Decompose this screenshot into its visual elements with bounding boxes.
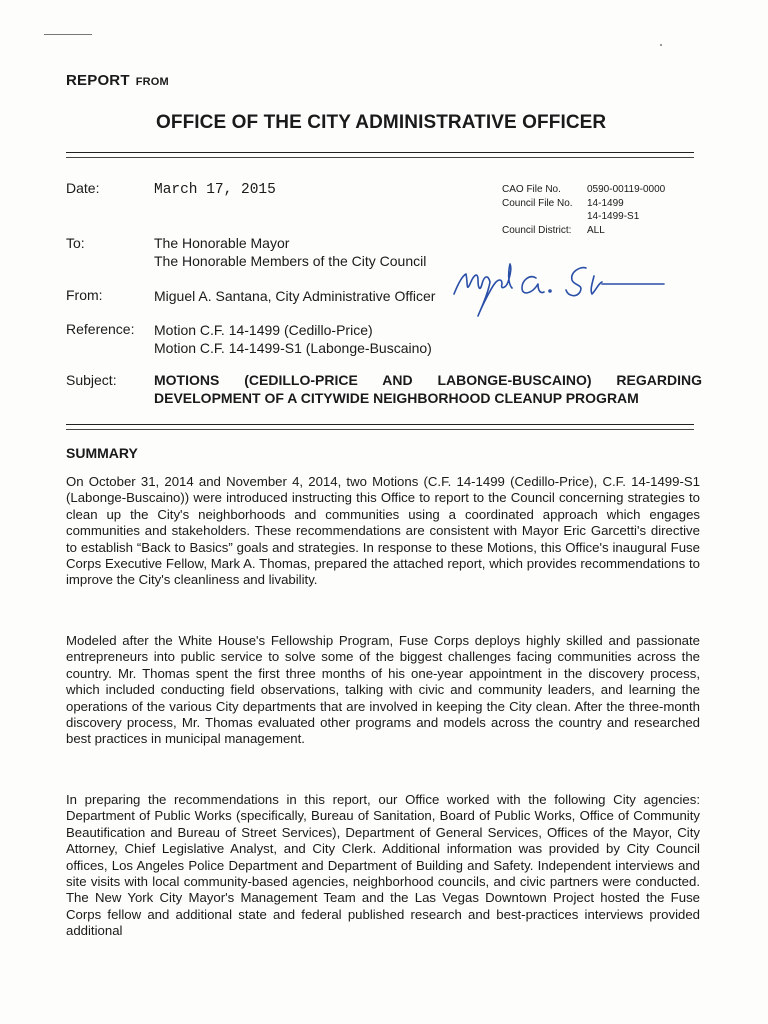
reference-line-1: Motion C.F. 14-1499 (Cedillo-Price) xyxy=(154,322,373,338)
date-label: Date: xyxy=(66,180,100,196)
file-info-block xyxy=(502,183,665,237)
to-line-2: The Honorable Members of the City Council xyxy=(154,253,427,269)
subject-rule-bottom xyxy=(66,429,694,430)
council-district-label: Council District: xyxy=(502,224,572,236)
subject-label: Subject: xyxy=(66,372,117,388)
reference-label: Reference: xyxy=(66,321,135,337)
to-line-1: The Honorable Mayor xyxy=(154,235,290,251)
from-label: FROM xyxy=(135,76,169,88)
report-label: REPORT xyxy=(66,72,130,89)
signature-image xyxy=(452,254,672,324)
council-file-value-1: 14-1499 xyxy=(587,197,624,209)
council-district-value: ALL xyxy=(587,224,605,236)
scan-speck xyxy=(660,44,662,46)
council-file-value-2: 14-1499-S1 xyxy=(587,211,640,222)
office-title: OFFICE OF THE CITY ADMINISTRATIVE OFFICER xyxy=(156,112,607,133)
subject-line-1: MOTIONS (CEDILLO-PRICE AND LABONGE-BUSCAINO) REGARDING xyxy=(154,372,702,388)
subject-text xyxy=(154,371,702,407)
council-file-label: Council File No. xyxy=(502,197,573,209)
cao-file-label: CAO File No. xyxy=(502,184,561,195)
summary-heading: SUMMARY xyxy=(66,445,138,461)
reference-line-2: Motion C.F. 14-1499-S1 (Labonge-Buscaino) xyxy=(154,340,432,356)
report-from-header xyxy=(66,72,169,89)
subject-rule-top xyxy=(66,424,694,425)
header-rule-bottom xyxy=(66,157,694,158)
scan-mark xyxy=(44,34,92,35)
cao-file-value: 0590-00119-0000 xyxy=(587,184,666,195)
header-rule-top xyxy=(66,152,694,153)
summary-paragraph-1: On October 31, 2014 and November 4, 2014, two Motions (C.F. 14-1499 (Cedillo-Price), C.F. 14-1499-S1 (Labonge-Buscaino)) were introduced instructing this Office to report to the Council concerning strategies to clean up the City's neighborhoods and communities using a coordinated approach which engages communities and stakeholders. These recommendations are consistent with Mayor Eric Garcetti's directive to establish “Back to Basics” goals and strategies. In response to these Motions, this Office's inaugural Fuse Corps Executive Fellow, Mark A. Thomas, prepared the attached report, which provides recommendations to improve the City's cleanliness and livability. xyxy=(66,474,700,588)
date-value: March 17, 2015 xyxy=(154,182,276,198)
summary-paragraph-2: Modeled after the White House's Fellowship Program, Fuse Corps deploys highly skilled and passionate entrepreneurs into public service to solve some of the biggest challenges facing communities across the country. Mr. Thomas spent the first three months of his one-year appointment in the discovery process, which included conducting field observations, talking with civic and community leaders, and learning the operations of the various City departments that are involved in keeping the City clean. After the three-month discovery process, Mr. Thomas evaluated other programs and models across the country and researched best practices in municipal management. xyxy=(66,633,700,747)
subject-line-2: DEVELOPMENT OF A CITYWIDE NEIGHBORHOOD CLEANUP PROGRAM xyxy=(154,390,639,406)
from-field-label: From: xyxy=(66,287,103,303)
from-value: Miguel A. Santana, City Administrative Officer xyxy=(154,288,436,304)
reference-values xyxy=(154,321,432,357)
summary-paragraph-3: In preparing the recommendations in this report, our Office worked with the following City agencies: Department of Public Works (specifically, Bureau of Sanitation, Board of Public Works, Office of Community Beautification and Bureau of Street Services), Department of General Services, Offices of the Mayor, City Attorney, Chief Legislative Analyst, and City Clerk. Additional information was provided by City Council offices, Los Angeles Police Department and Department of Building and Safety. Independent interviews and site visits with local community-based agencies, neighborhood councils, and civic partners were conducted. The New York City Mayor's Management Team and the Las Vegas Downtown Project hosted the Fuse Corps fellow and additional state and federal published research and best-practices interviews provided additional xyxy=(66,792,700,939)
to-recipients xyxy=(154,234,426,270)
to-label: To: xyxy=(66,235,85,251)
